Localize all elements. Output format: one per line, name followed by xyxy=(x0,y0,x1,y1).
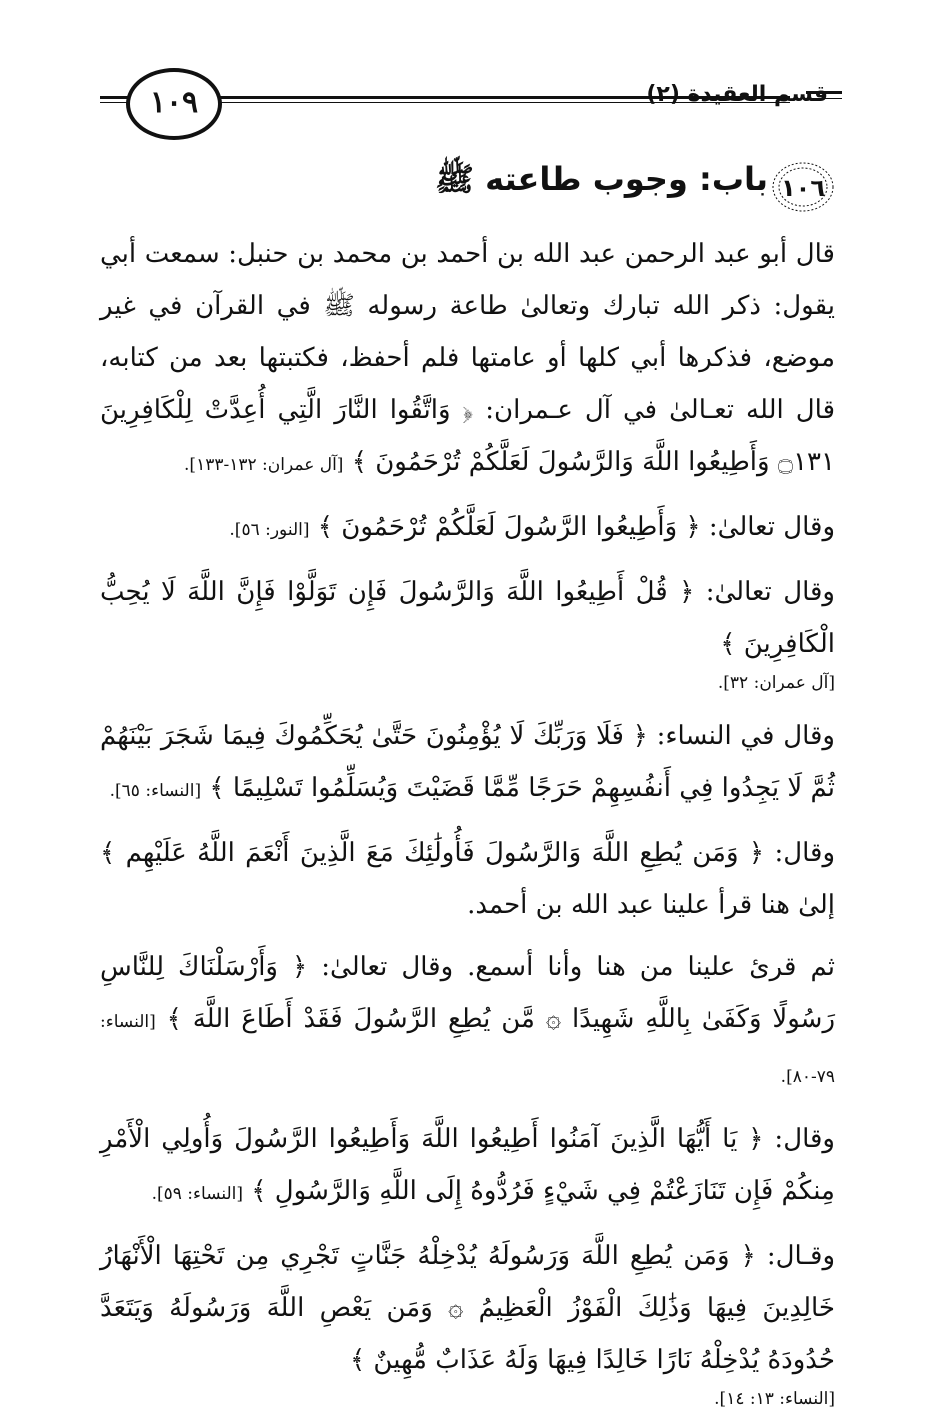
citation: [النساء: ٦٥]. xyxy=(109,781,202,801)
paragraph-text: وقال تعالىٰ: ﴿ قُلْ أَطِيعُوا اللَّهَ وَالرَّسُولَ فَإِن تَوَلَّوْا فَإِنَّ اللَّهَ لَا يُحِبُّ الْكَافِرِينَ ﴾ xyxy=(100,577,835,659)
page-number: ١٠٩ xyxy=(126,68,222,140)
citation: [النساء: ٥٩]. xyxy=(151,1184,244,1204)
paragraph-text: وقال: ﴿ يَا أَيُّهَا الَّذِينَ آمَنُوا أَطِيعُوا اللَّهَ وَأَطِيعُوا الرَّسُولَ وَأُولِي الْأَمْرِ مِنكُمْ فَإِن تَنَازَعْتُمْ فِي شَيْءٍ فَرُدُّوهُ إِلَى اللَّهِ وَالرَّسُولِ ﴾ xyxy=(100,1124,835,1206)
citation-line xyxy=(100,1382,835,1416)
paragraph-2 xyxy=(100,501,835,556)
paragraph-text: قال أبو عبد الرحمن عبد الله بن أحمد بن محمد بن حنبل: سمعت أبي يقول: ذكر الله تبارك وتعالىٰ طاعة رسوله ﷺ في القرآن في غير موضع، فذكرها أبي كلها أو عامتها فلم أحفظ، فكتبتها بعد من كتابه، قال الله تعـالىٰ في آل عـمران: ﴿ وَاتَّقُوا النَّارَ الَّتِي أُعِدَّتْ لِلْكَافِرِينَ ۝١٣١ وَأَطِيعُوا اللَّهَ وَالرَّسُولَ لَعَلَّكُمْ تُرْحَمُونَ ﴾ xyxy=(100,239,835,477)
chapter-badge xyxy=(770,160,836,214)
paragraph-text: وقال في النساء: ﴿ فَلَا وَرَبِّكَ لَا يُؤْمِنُونَ حَتَّىٰ يُحَكِّمُوكَ فِيمَا شَجَرَ بَيْنَهُمْ ثُمَّ لَا يَجِدُوا فِي أَنفُسِهِمْ حَرَجًا مِّمَّا قَضَيْتَ وَيُسَلِّمُوا تَسْلِيمًا ﴾ xyxy=(100,721,835,803)
body-text xyxy=(100,228,835,1426)
paragraph-text: وقال تعالىٰ: ﴿ وَأَطِيعُوا الرَّسُولَ لَعَلَّكُمْ تُرْحَمُونَ ﴾ xyxy=(309,512,835,542)
chapter-number: ١٠٦ xyxy=(781,174,825,202)
section-title: قسم العقيدة (٢) xyxy=(646,82,828,107)
rosette-icon xyxy=(770,160,836,214)
citation-line xyxy=(100,666,835,700)
paragraph-3 xyxy=(100,566,835,670)
paragraph-5 xyxy=(100,827,835,931)
paragraph-text: وقـال: ﴿ وَمَن يُطِعِ اللَّهَ وَرَسُولَهُ يُدْخِلْهُ جَنَّاتٍ تَجْرِي مِن تَحْتِهَا الْأَنْهَارُ خَالِدِينَ فِيهَا وَذَٰلِكَ الْفَوْزُ الْعَظِيمُ ۞ وَمَن يَعْصِ اللَّهَ وَرَسُولَهُ وَيَتَعَدَّ حُدُودَهُ يُدْخِلْهُ نَارًا خَالِدًا فِيهَا وَلَهُ عَذَابٌ مُّهِينٌ ﴾ xyxy=(100,1241,835,1375)
paragraph-text: ثم قرئ علينا من هنا وأنا أسمع. وقال تعالىٰ: ﴿ وَأَرْسَلْنَاكَ لِلنَّاسِ رَسُولًا وَكَفَىٰ بِاللَّهِ شَهِيدًا ۞ مَّن يُطِعِ الرَّسُولَ فَقَدْ أَطَاعَ اللَّهَ ﴾ xyxy=(100,952,835,1034)
paragraph-text: وقال: ﴿ وَمَن يُطِعِ اللَّهَ وَالرَّسُولَ فَأُولَٰئِكَ مَعَ الَّذِينَ أَنْعَمَ اللَّهُ عَلَيْهِم ﴾ إلىٰ هنا قرأ علينا عبد الله بن أحمد. xyxy=(100,838,835,920)
chapter-title: باب: وجوب طاعته ﷺ xyxy=(435,160,768,198)
citation: [النساء: ١٣: ١٤]. xyxy=(714,1389,835,1409)
paragraph-7 xyxy=(100,1113,835,1220)
paragraph-4 xyxy=(100,710,835,817)
citation: [النساء: ٧٩-٨٠]. xyxy=(100,1012,835,1087)
paragraph-6 xyxy=(100,941,835,1103)
citation: [النور: ٥٦]. xyxy=(229,520,310,540)
citation: [آل عمران: ١٣٢-١٣٣]. xyxy=(184,455,344,475)
paragraph-8 xyxy=(100,1230,835,1386)
citation: [آل عمران: ٣٢]. xyxy=(717,673,835,693)
paragraph-1 xyxy=(100,228,835,491)
